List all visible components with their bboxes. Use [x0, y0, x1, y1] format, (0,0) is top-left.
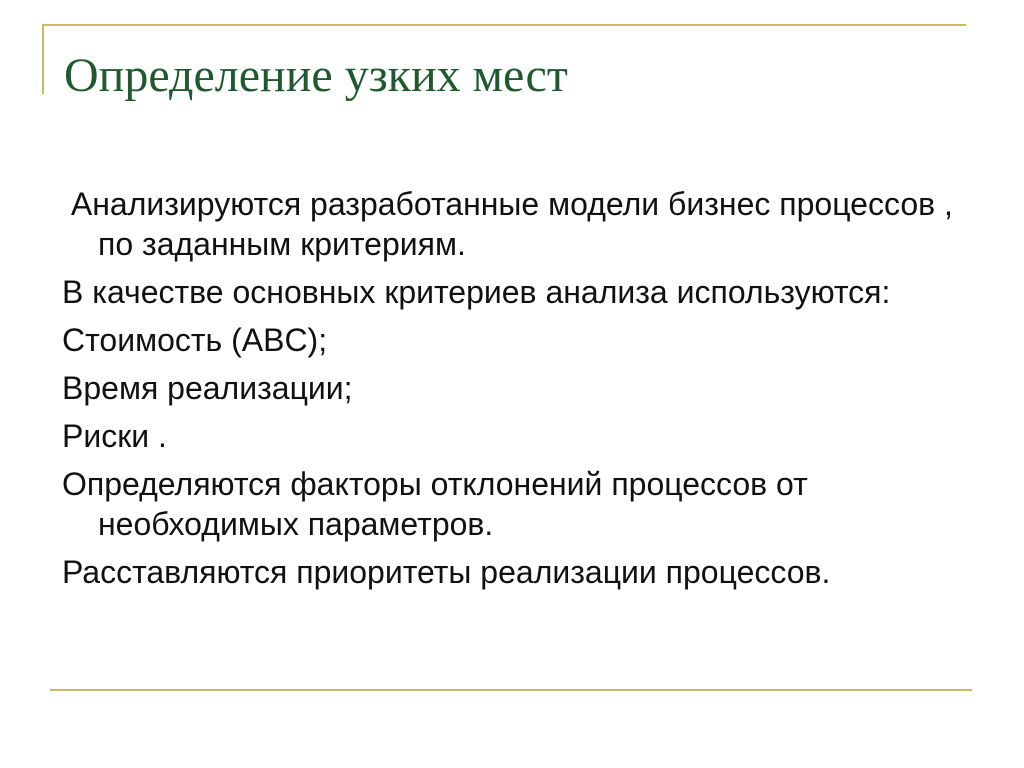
body-item-risks: Риски . — [62, 418, 167, 454]
body-item-analysis: Анализируются разработанные модели бизнес процессов , по заданным критериям. — [62, 186, 962, 262]
body-item-priorities: Расставляются приоритеты реализации процессов. — [62, 554, 831, 590]
slide-body — [62, 184, 982, 600]
body-item-criteria: В качестве основных критериев анализа используются: — [62, 274, 891, 310]
bottom-rule — [50, 689, 972, 691]
body-item-cost: Стоимость (ABC); — [62, 322, 328, 358]
left-rule — [42, 24, 44, 94]
body-item-deviation-factors: Определяются факторы отклонений процессов от необходимых параметров. — [62, 466, 817, 542]
top-rule — [42, 24, 966, 26]
slide-title: Определение узких мест — [64, 49, 568, 102]
body-item-time: Время реализации; — [62, 370, 353, 406]
